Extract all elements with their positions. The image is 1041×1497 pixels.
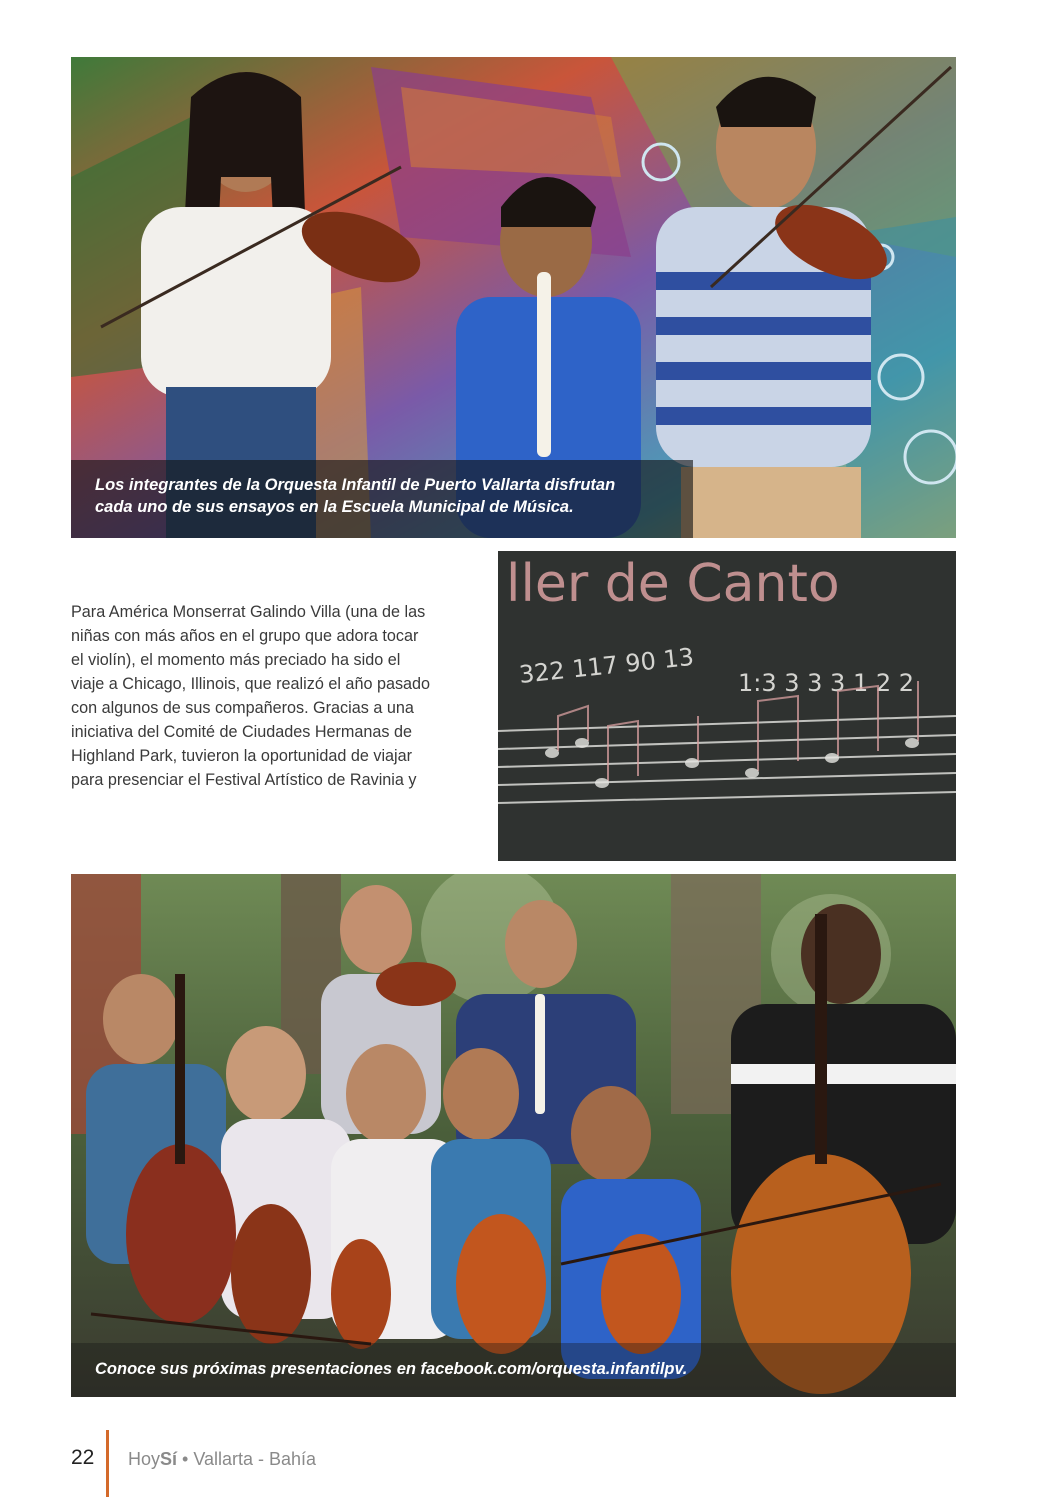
photo-orquesta-mural: [71, 57, 956, 538]
blackboard-illustration: [498, 551, 956, 861]
paragraph-line: con algunos de sus compañeros. Gracias a una: [71, 699, 414, 717]
paragraph-line: para presenciar el Festival Artístico de Ravinia y: [71, 771, 417, 789]
paragraph-line: el violín), el momento más preciado ha sido el: [71, 651, 401, 669]
brand-bold: Sí: [160, 1449, 178, 1469]
page-footer: [0, 1430, 1041, 1497]
photo-orquesta-grupo: [71, 874, 956, 1397]
brand-light: Hoy: [128, 1449, 161, 1469]
publication-location: • Vallarta - Bahía: [177, 1449, 317, 1469]
article-paragraph: [71, 600, 476, 792]
paragraph-line: Highland Park, tuvieron la oportunidad de viajar: [71, 747, 413, 765]
caption-line-2: cada uno de sus ensayos en la Escuela Municipal de Música.: [95, 498, 574, 516]
caption-facebook-text: Conoce sus próximas presentaciones en facebook.com/orquesta.infantilpv.: [95, 1360, 688, 1378]
photo-caption-orquesta: [71, 460, 693, 538]
publication-name: [128, 1449, 316, 1470]
paragraph-line: iniciativa del Comité de Ciudades Hermanas de: [71, 723, 413, 741]
chalk-phone: 322 117 90 13: [517, 642, 696, 689]
caption-line-1: Los integrantes de la Orquesta Infantil de Puerto Vallarta disfrutan: [95, 476, 616, 494]
paragraph-line: niñas con más años en el grupo que adora tocar: [71, 627, 419, 645]
photo-caption-facebook: [71, 1343, 956, 1397]
chalk-counts: 1:3 3 3 3 1 2 2: [738, 669, 915, 697]
paragraph-line: Para América Monserrat Galindo Villa (una de las: [71, 603, 426, 621]
photo-blackboard: [498, 551, 956, 861]
page-number: 22: [71, 1446, 95, 1469]
paragraph-line: viaje a Chicago, Illinois, que realizó el año pasado: [71, 675, 431, 693]
chalk-title: ller de Canto: [506, 554, 840, 614]
group-photo-illustration: [71, 874, 956, 1397]
footer-divider: [106, 1430, 109, 1497]
